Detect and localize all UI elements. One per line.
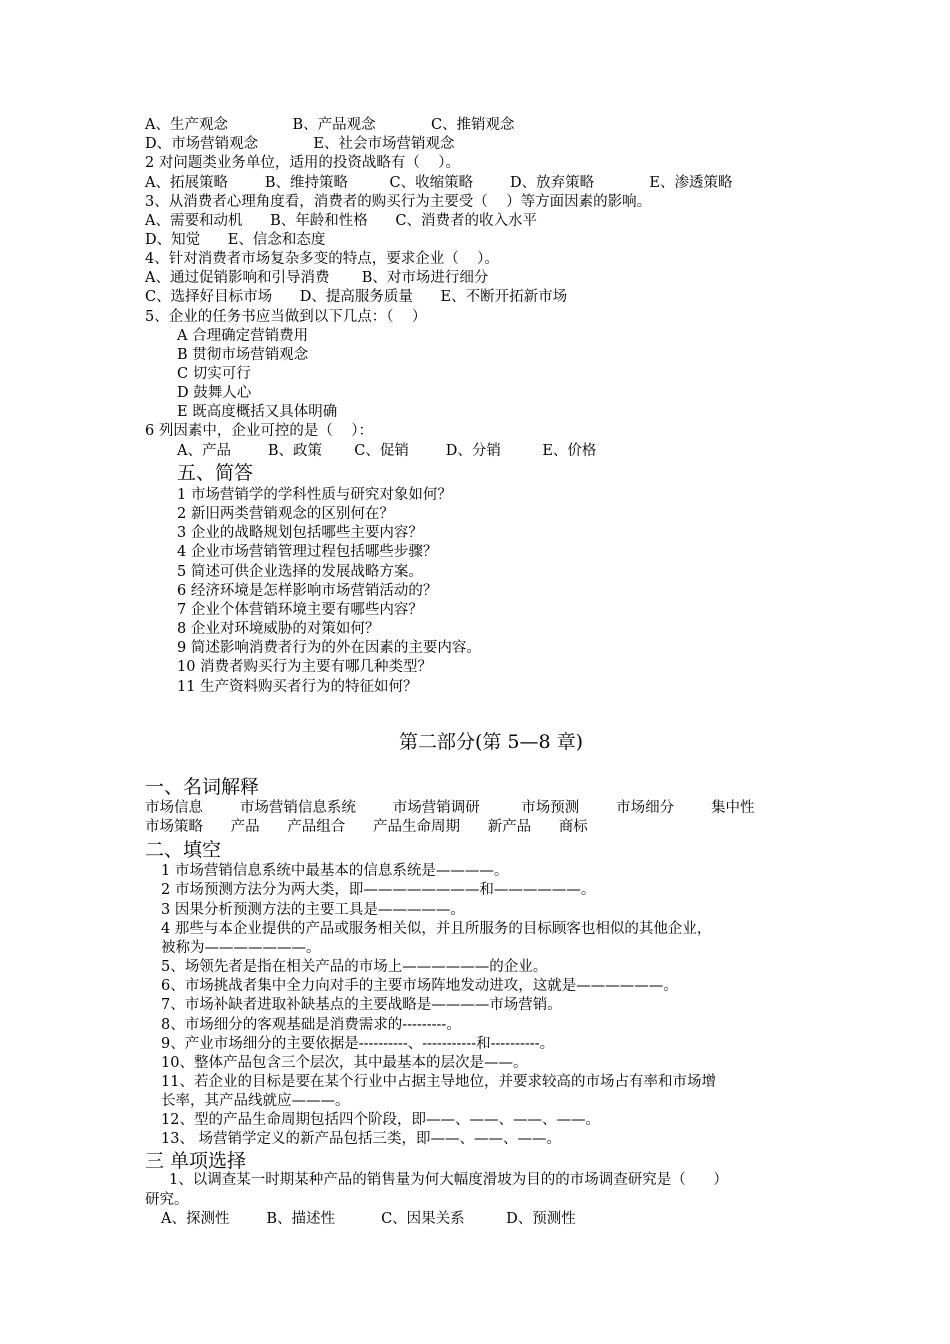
choice-line: D、市场营销观念 E、社会市场营销观念	[145, 136, 455, 152]
question-stem: 研究。	[145, 1192, 189, 1208]
list-item: 8 企业对环境威胁的对策如何？	[177, 621, 380, 637]
fill-line: 13、 场营销学定义的新产品包括三类，即——、——、——。	[161, 1131, 562, 1147]
list-item: 4 企业市场营销管理过程包括哪些步骤？	[177, 544, 438, 560]
list-item: 1 市场营销学的学科性质与研究对象如何？	[177, 487, 452, 503]
section-heading: 二、填空	[145, 839, 222, 861]
page-title: 第二部分(第 5—8 章)	[398, 731, 584, 753]
terms-line: 市场信息 市场营销信息系统 市场营销调研 市场预测 市场细分 集中性	[145, 800, 755, 816]
option-line: A、探测性 B、描述性 C、因果关系 D、预测性	[161, 1211, 576, 1227]
question-stem: 6 列因素中，企业可控的是（ ）：	[145, 423, 374, 439]
fill-line: 11、若企业的目标是要在某个行业中占据主导地位，并要求较高的市场占有率和市场增	[161, 1074, 716, 1090]
section-heading: 五、简答	[177, 462, 254, 484]
fill-line: 4 那些与本企业提供的产品或服务相关似，并且所服务的目标顾客也相似的其他企业，	[161, 921, 712, 937]
list-item: 2 新旧两类营销观念的区别何在？	[177, 506, 394, 522]
fill-line: 10、整体产品包含三个层次，其中最基本的层次是——。	[161, 1055, 528, 1071]
fill-line: 被称为———————。	[161, 940, 321, 956]
list-item: 11 生产资料购买者行为的特征如何？	[177, 679, 418, 695]
option-line: E 既高度概括又具体明确	[177, 404, 338, 420]
option-line: A 合理确定营销费用	[177, 328, 309, 344]
option-line: D 鼓舞人心	[177, 385, 252, 401]
fill-line: 6、市场挑战者集中全力向对手的主要市场阵地发动进攻，这就是——————。	[161, 978, 678, 994]
terms-line: 市场策略 产品 产品组合 产品生命周期 新产品 商标	[145, 819, 588, 835]
fill-line: 长率，其产品线就应———。	[161, 1093, 350, 1109]
fill-line: 3 因果分析预测方法的主要工具是—————。	[161, 902, 465, 918]
section-heading: 三 单项选择	[145, 1150, 247, 1172]
choice-line: A、生产观念 B、产品观念 C、推销观念	[145, 117, 515, 133]
list-item: 3 企业的战略规划包括哪些主要内容？	[177, 525, 423, 541]
question-stem: 1、以调查某一时期某种产品的销售量为何大幅度滑坡为目的的市场调查研究是（ ）	[169, 1172, 728, 1188]
list-item: 9 简述影响消费者行为的外在因素的主要内容。	[177, 640, 481, 656]
choice-line: A、拓展策略 B、维持策略 C、收缩策略 D、放弃策略 E、渗透策略	[145, 175, 733, 191]
choice-line: A、通过促销影响和引导消费 B、对市场进行细分	[145, 270, 489, 286]
list-item: 10 消费者购买行为主要有哪几种类型？	[177, 659, 433, 675]
choice-line: D、知觉 E、信念和态度	[145, 232, 326, 248]
fill-line: 9、产业市场细分的主要依据是----------、-----------和----------。	[161, 1036, 555, 1052]
question-stem: 2 对问题类业务单位，适用的投资战略有（ ）。	[145, 155, 461, 171]
fill-line: 2 市场预测方法分为两大类，即————————和——————。	[161, 882, 596, 898]
fill-line: 12、型的产品生命周期包括四个阶段，即——、——、——、——。	[161, 1112, 600, 1128]
question-stem: 3、从消费者心理角度看，消费者的购买行为主要受（ ）等方面因素的影响。	[145, 194, 652, 210]
choice-line: C、选择好目标市场 D、提高服务质量 E、不断开拓新市场	[145, 289, 568, 305]
fill-line: 5、场领先者是指在相关产品的市场上——————的企业。	[161, 959, 548, 975]
section-heading: 一、名词解释	[145, 776, 260, 798]
option-line: B 贯彻市场营销观念	[177, 347, 309, 363]
option-line: C 切实可行	[177, 366, 251, 382]
question-stem: 5、企业的任务书应当做到以下几点：（ ）	[145, 309, 427, 325]
question-stem: 4、针对消费者市场复杂多变的特点，要求企业（ ）。	[145, 251, 499, 267]
fill-line: 1 市场营销信息系统中最基本的信息系统是————。	[161, 863, 509, 879]
choice-line: A、需要和动机 B、年龄和性格 C、消费者的收入水平	[145, 213, 538, 229]
list-item: 6 经济环境是怎样影响市场营销活动的？	[177, 583, 438, 599]
option-line: A、产品 B、政策 C、促销 D、分销 E、价格	[177, 443, 597, 459]
list-item: 5 简述可供企业选择的发展战略方案。	[177, 564, 423, 580]
fill-line: 7、市场补缺者进取补缺基点的主要战略是————市场营销。	[161, 997, 562, 1013]
list-item: 7 企业个体营销环境主要有哪些内容？	[177, 602, 423, 618]
fill-line: 8、市场细分的客观基础是消费需求的---------。	[161, 1017, 461, 1033]
